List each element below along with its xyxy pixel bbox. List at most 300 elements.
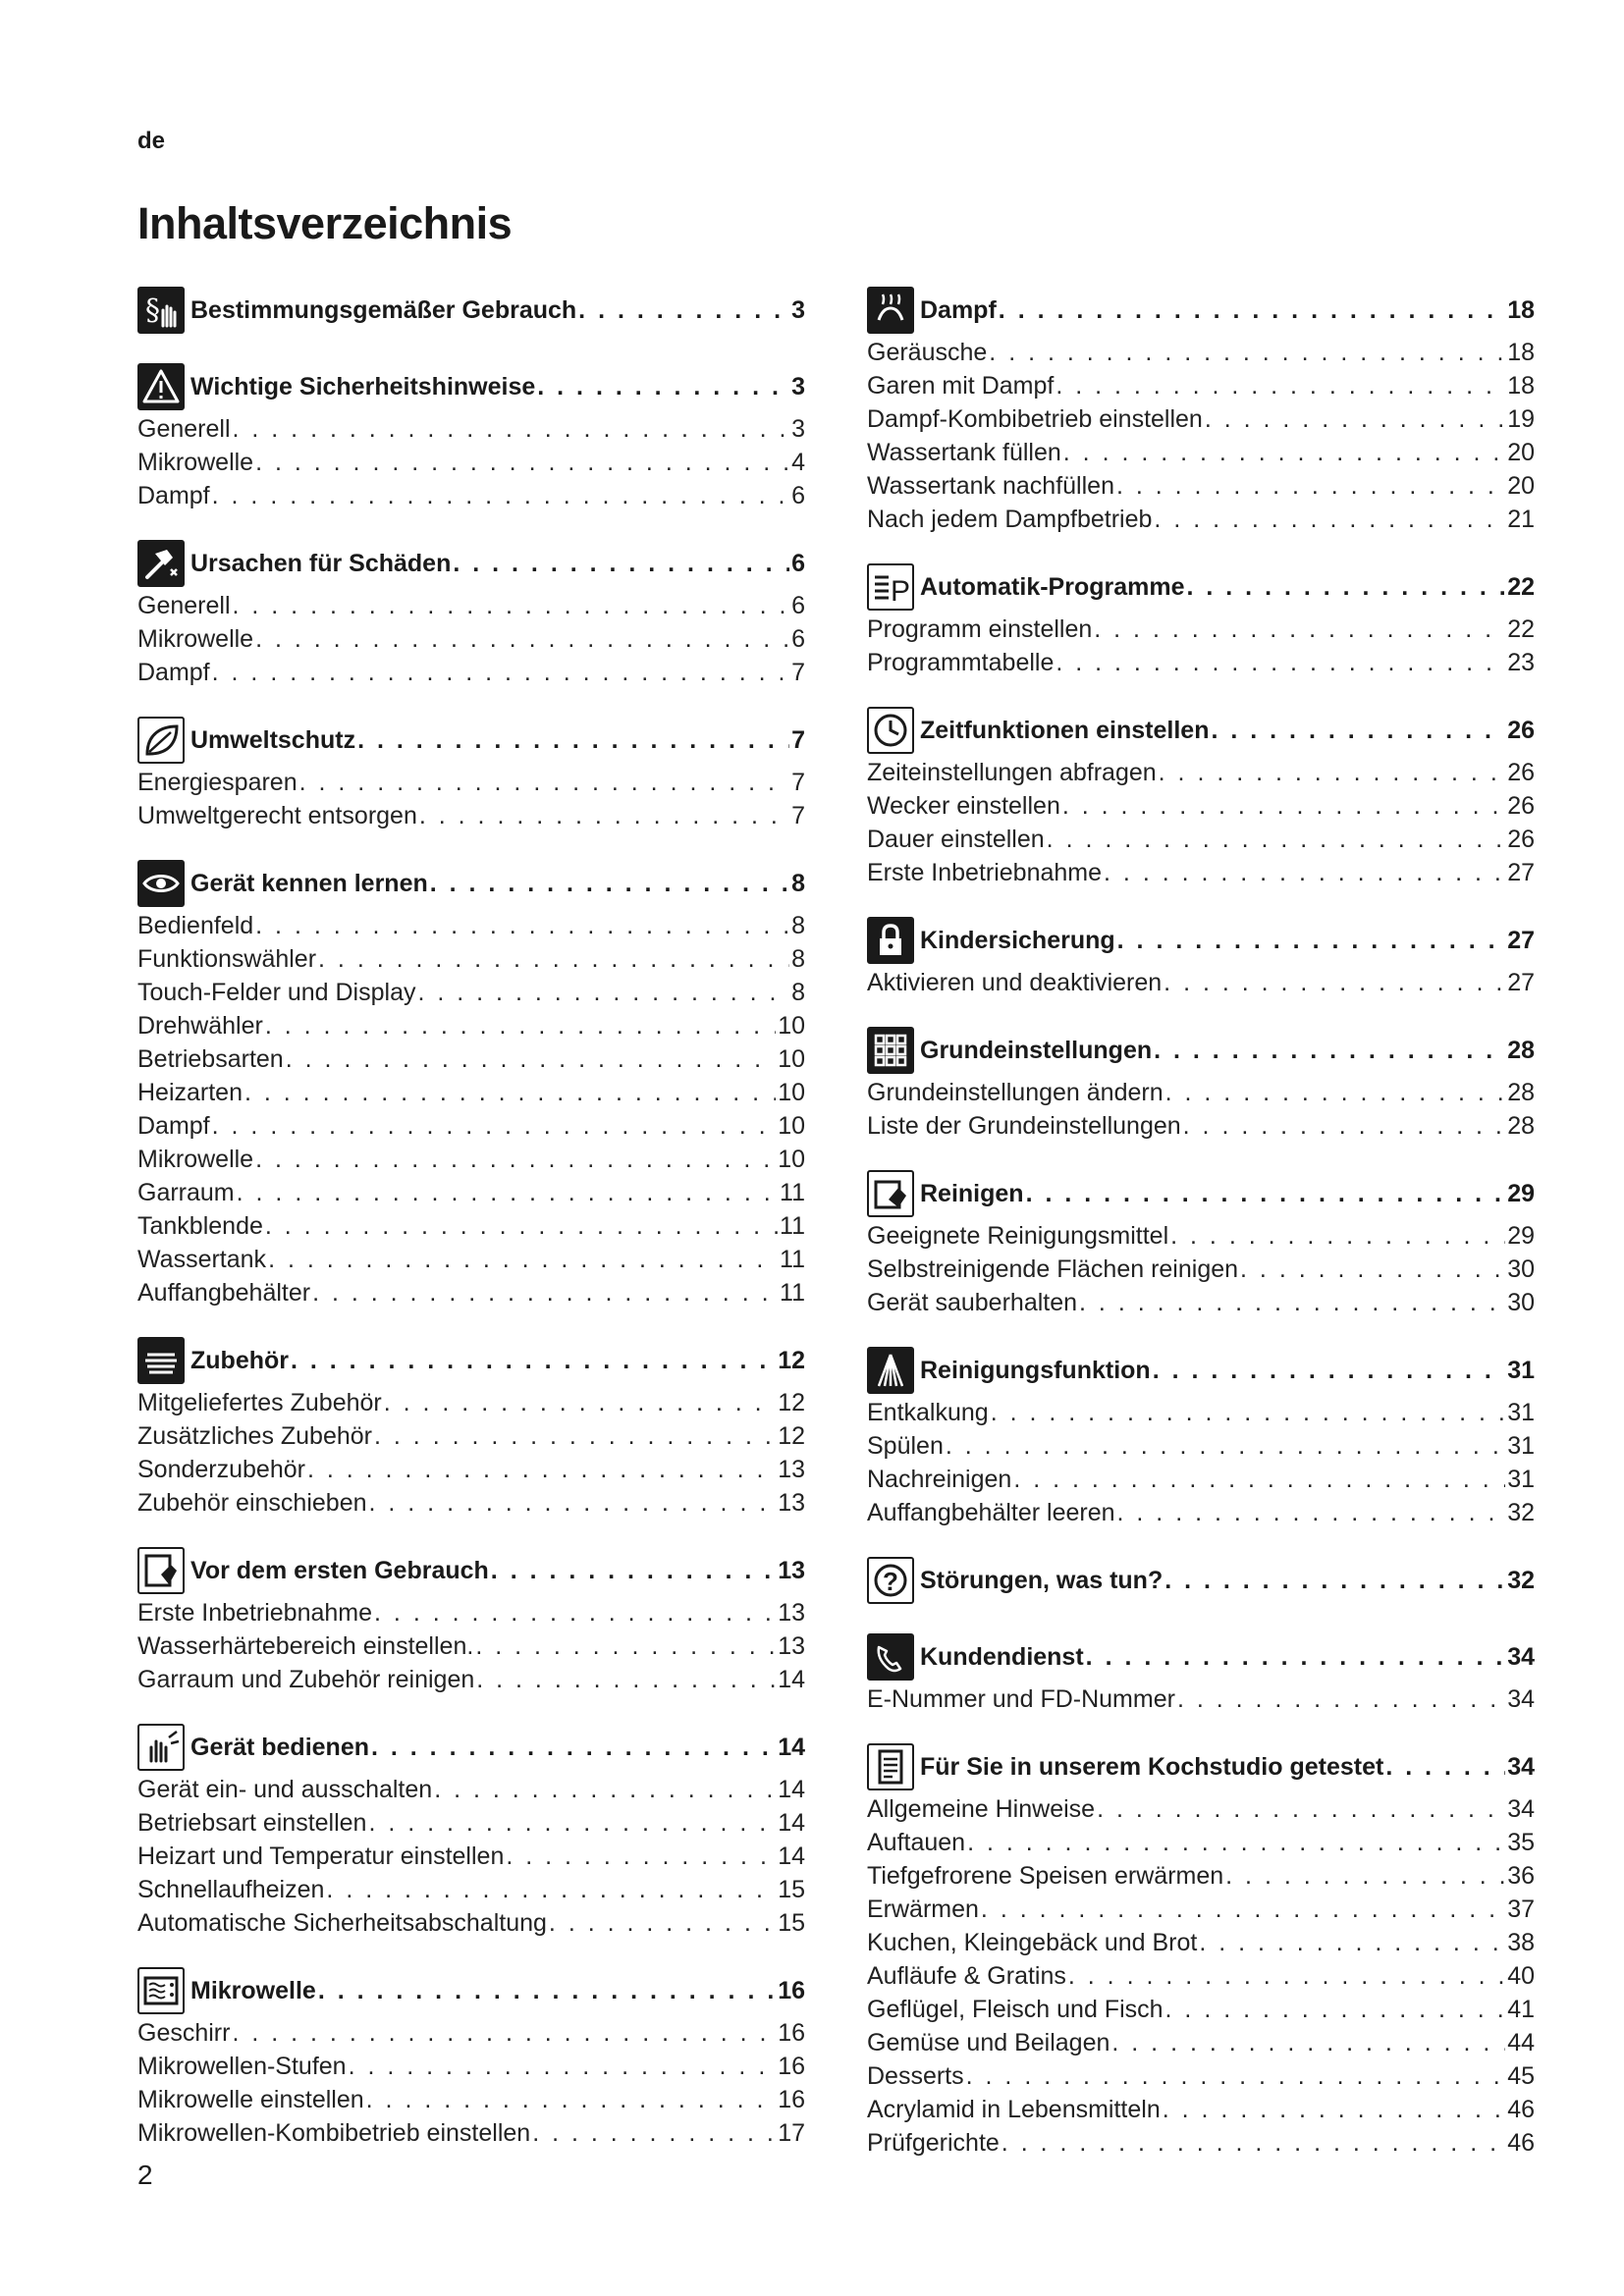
- dot-leader: [1116, 469, 1505, 503]
- toc-section-entry[interactable]: [920, 1567, 1535, 1595]
- toc-entry[interactable]: [137, 656, 805, 689]
- dot-leader: [212, 1109, 777, 1143]
- toc-entry[interactable]: [137, 1906, 805, 1940]
- toc-entry-page: 8: [791, 912, 805, 939]
- toc-entry[interactable]: [137, 1176, 805, 1209]
- dot-leader: [430, 870, 789, 898]
- toc-entry[interactable]: [137, 942, 805, 976]
- dot-leader: [475, 1629, 776, 1663]
- toc-entry-page: 35: [1507, 1829, 1535, 1856]
- toc-entry[interactable]: [867, 1076, 1535, 1109]
- language-code: de: [137, 128, 166, 154]
- toc-entry[interactable]: [867, 1463, 1535, 1496]
- toc-section-entry[interactable]: [190, 1347, 805, 1375]
- toc-entry-page: 31: [1507, 1432, 1535, 1460]
- toc-section-page: 32: [1507, 1566, 1535, 1594]
- toc-entry-label: Mikrowellen-Kombibetrieb einstellen: [137, 2119, 531, 2147]
- toc-entry-label: Wassertank nachfüllen: [867, 472, 1114, 500]
- toc-entry-label: Entkalkung: [867, 1399, 989, 1426]
- toc-entry-page: 6: [791, 592, 805, 619]
- steam-icon: [867, 287, 914, 334]
- dot-leader: [549, 1906, 776, 1940]
- dot-leader: [967, 1826, 1505, 1859]
- dot-leader: [384, 1386, 776, 1419]
- toc-section-title: Reinigen: [920, 1179, 1024, 1207]
- toc-section-title: Gerät kennen lernen: [190, 869, 428, 897]
- toc-entry-page: 7: [791, 769, 805, 796]
- toc-entry-label: Erwärmen: [867, 1896, 979, 1923]
- toc-entry[interactable]: [137, 2116, 805, 2150]
- toc-entry[interactable]: [137, 1076, 805, 1109]
- page-title: Inhaltsverzeichnis: [137, 198, 513, 248]
- toc-entry-page: 26: [1507, 826, 1535, 853]
- toc-section-header: [137, 361, 805, 412]
- dot-leader: [212, 656, 789, 689]
- toc-section-title: Automatik-Programme: [920, 572, 1185, 601]
- toc-section-page: 3: [791, 295, 805, 324]
- toc-entry-label: Prüfgerichte: [867, 2129, 1000, 2157]
- toc-entry-page: 14: [778, 1776, 805, 1803]
- toc-entry-page: 40: [1507, 1962, 1535, 1990]
- toc-entry[interactable]: [137, 1840, 805, 1873]
- document-icon: [867, 1743, 914, 1790]
- toc-section-title: Reinigungsfunktion: [920, 1356, 1151, 1384]
- dot-leader: [532, 2116, 776, 2150]
- toc-entry[interactable]: [867, 1859, 1535, 1893]
- toc-entry[interactable]: [867, 646, 1535, 679]
- toc-section: [137, 1722, 805, 1940]
- toc-section-entry[interactable]: [190, 1557, 805, 1585]
- warning-triangle-icon: [137, 363, 185, 410]
- dot-leader: [265, 1209, 778, 1243]
- toc-section-page: 8: [791, 869, 805, 897]
- toc-section: [867, 285, 1535, 536]
- dot-leader: [1079, 1286, 1505, 1319]
- dot-leader: [419, 799, 789, 832]
- toc-entry-page: 14: [778, 1842, 805, 1870]
- dot-leader: [1163, 2093, 1505, 2126]
- cleaning-icon: [867, 1170, 914, 1217]
- hand-operate-icon: [137, 1724, 185, 1771]
- toc-entry-label: Schnellaufheizen: [137, 1876, 325, 1903]
- toc-entry-label: Erste Inbetriebnahme: [867, 859, 1103, 886]
- toc-entry[interactable]: [867, 823, 1535, 856]
- toc-entry-label: Nach jedem Dampfbetrieb: [867, 506, 1153, 533]
- toc-entry-label: Wecker einstellen: [867, 792, 1060, 820]
- toc-entry-label: Geräusche: [867, 339, 988, 366]
- toc-entry-label: Tankblende: [137, 1212, 263, 1240]
- toc-entry[interactable]: [867, 402, 1535, 436]
- toc-entry[interactable]: [867, 2093, 1535, 2126]
- toc-entry-label: E-Nummer und FD-Nummer: [867, 1685, 1175, 1713]
- toc-entry[interactable]: [137, 1663, 805, 1696]
- toc-entry[interactable]: [137, 1453, 805, 1486]
- phone-icon: [867, 1633, 914, 1681]
- dot-leader: [1187, 573, 1506, 602]
- dot-leader: [434, 1773, 776, 1806]
- toc-section-entry[interactable]: [920, 1643, 1535, 1672]
- dot-leader: [1026, 1180, 1506, 1208]
- toc-entry[interactable]: [137, 2050, 805, 2083]
- toc-entry[interactable]: [137, 1276, 805, 1309]
- toc-entry[interactable]: [137, 1806, 805, 1840]
- paragraph-hand-icon: [137, 287, 185, 334]
- toc-entry-label: Programmtabelle: [867, 649, 1055, 676]
- dot-leader: [1165, 1076, 1506, 1109]
- toc-entry[interactable]: [137, 589, 805, 622]
- programs-icon: [867, 563, 914, 611]
- toc-entry[interactable]: [867, 1396, 1535, 1429]
- dot-leader: [307, 1453, 776, 1486]
- toc-section-page: 12: [778, 1346, 805, 1374]
- toc-entry-page: 15: [778, 1876, 805, 1903]
- toc-entry[interactable]: [137, 412, 805, 446]
- toc-entry[interactable]: [137, 1773, 805, 1806]
- toc-entry-label: Mikrowelle: [137, 1146, 254, 1173]
- toc-section-header: [137, 538, 805, 589]
- toc-entry[interactable]: [867, 856, 1535, 889]
- dot-leader: [233, 589, 790, 622]
- toc-entry[interactable]: [867, 436, 1535, 469]
- toc-section-title: Störungen, was tun?: [920, 1566, 1164, 1594]
- toc-section-title: Vor dem ersten Gebrauch: [190, 1556, 489, 1584]
- toc-entry[interactable]: [867, 1496, 1535, 1529]
- toc-entry-label: Mikrowellen-Stufen: [137, 2053, 347, 2080]
- first-use-icon: [137, 1547, 185, 1594]
- toc-entry-label: Garraum und Zubehör reinigen: [137, 1666, 475, 1693]
- toc-entry-label: Gemüse und Beilagen: [867, 2029, 1110, 2056]
- toc-entry-page: 37: [1507, 1896, 1535, 1923]
- toc-entry[interactable]: [137, 2083, 805, 2116]
- toc-entry-page: 14: [778, 1666, 805, 1693]
- toc-entry-page: 3: [791, 415, 805, 443]
- dot-leader: [1001, 2126, 1505, 2160]
- toc-entry-label: Desserts: [867, 2062, 964, 2090]
- toc-section-title: Für Sie in unserem Kochstudio getestet: [920, 1752, 1384, 1781]
- toc-entry[interactable]: [867, 336, 1535, 369]
- toc-entry[interactable]: [867, 756, 1535, 789]
- dot-leader: [966, 2059, 1506, 2093]
- toc-entry-label: Selbstreinigende Flächen reinigen: [867, 1255, 1239, 1283]
- toc-entry-label: Mikrowelle: [137, 625, 254, 653]
- page-number: 2: [137, 2160, 153, 2190]
- dot-leader: [318, 942, 789, 976]
- toc-entry[interactable]: [867, 1893, 1535, 1926]
- dot-leader: [1177, 1682, 1505, 1716]
- toc-entry-label: Bedienfeld: [137, 912, 254, 939]
- dot-leader: [491, 1557, 776, 1585]
- toc-entry[interactable]: [867, 2059, 1535, 2093]
- toc-entry-label: Aktivieren und deaktivieren: [867, 969, 1163, 996]
- toc-section-title: Zubehör: [190, 1346, 289, 1374]
- toc-entry[interactable]: [867, 369, 1535, 402]
- toc-section-page: 14: [778, 1733, 805, 1761]
- toc-entry-page: 10: [778, 1146, 805, 1173]
- toc-entry[interactable]: [137, 1386, 805, 1419]
- toc-entry[interactable]: [867, 1926, 1535, 1959]
- toc-entry-label: Dampf: [137, 1112, 210, 1140]
- dot-leader: [312, 1276, 778, 1309]
- toc-section-header: [137, 715, 805, 766]
- toc-entry-page: 30: [1507, 1289, 1535, 1316]
- toc-entry-label: Dampf: [137, 659, 210, 686]
- toc-section: [867, 1555, 1535, 1606]
- dot-leader: [1385, 1753, 1505, 1782]
- toc-section-entry[interactable]: [920, 296, 1535, 325]
- toc-entry-label: Generell: [137, 415, 231, 443]
- toc-entry[interactable]: [137, 446, 805, 479]
- toc-section: [137, 715, 805, 832]
- toc-entry[interactable]: [137, 479, 805, 512]
- toc-entry[interactable]: [137, 909, 805, 942]
- dot-leader: [233, 412, 790, 446]
- toc-section-title: Mikrowelle: [190, 1976, 316, 2004]
- toc-entry-page: 28: [1507, 1079, 1535, 1106]
- toc-section-title: Kundendienst: [920, 1642, 1084, 1671]
- toc-section-page: 22: [1507, 572, 1535, 601]
- dot-leader: [286, 1042, 776, 1076]
- toc-entry[interactable]: [867, 1253, 1535, 1286]
- toc-entry[interactable]: [137, 1486, 805, 1520]
- toc-section-entry[interactable]: [190, 1734, 805, 1762]
- toc-section-page: 7: [791, 725, 805, 754]
- dot-leader: [1086, 1643, 1506, 1672]
- toc-entry-label: Wassertank: [137, 1246, 267, 1273]
- damage-hammer-icon: [137, 540, 185, 587]
- toc-section-title: Kindersicherung: [920, 926, 1115, 954]
- toc-section-entry[interactable]: [920, 573, 1535, 602]
- toc-entry-page: 10: [778, 1012, 805, 1040]
- dot-leader: [1062, 789, 1505, 823]
- toc-entry-label: Zeiteinstellungen abfragen: [867, 759, 1157, 786]
- dot-leader: [326, 1873, 776, 1906]
- toc-entry-label: Wasserhärtebereich einstellen.: [137, 1632, 474, 1660]
- dot-leader: [1225, 1859, 1505, 1893]
- toc-entry-page: 8: [791, 945, 805, 973]
- toc-entry[interactable]: [867, 1219, 1535, 1253]
- toc-entry-label: Kuchen, Kleingebäck und Brot: [867, 1929, 1198, 1956]
- toc-entry-page: 15: [778, 1909, 805, 1937]
- dot-leader: [374, 1419, 776, 1453]
- toc-section-entry[interactable]: [190, 1977, 805, 2005]
- toc-section: [137, 538, 805, 689]
- toc-section-entry[interactable]: [920, 1037, 1535, 1065]
- toc-entry-label: Heizarten: [137, 1079, 243, 1106]
- toc-entry-page: 34: [1507, 1795, 1535, 1823]
- toc-section-entry[interactable]: [920, 1180, 1535, 1208]
- dot-leader: [1056, 369, 1505, 402]
- toc-section-entry[interactable]: [190, 726, 805, 755]
- toc-section: [137, 1965, 805, 2150]
- lock-icon: [867, 917, 914, 964]
- toc-entry[interactable]: [137, 1143, 805, 1176]
- toc-entry[interactable]: [867, 2126, 1535, 2160]
- toc-entry[interactable]: [867, 469, 1535, 503]
- toc-entry-page: 19: [1507, 405, 1535, 433]
- toc-entry[interactable]: [867, 2026, 1535, 2059]
- microwave-icon: [137, 1967, 185, 2014]
- toc-entry-page: 27: [1507, 859, 1535, 886]
- toc-section-header: [867, 1741, 1535, 1792]
- dot-leader: [1056, 646, 1505, 679]
- toc-entry-page: 8: [791, 979, 805, 1006]
- dot-leader: [357, 726, 789, 755]
- toc-section: [137, 1335, 805, 1520]
- toc-entry-label: Mikrowelle: [137, 449, 254, 476]
- toc-entry-label: Geeignete Reinigungsmittel: [867, 1222, 1169, 1250]
- toc-entry-page: 41: [1507, 1996, 1535, 2023]
- toc-entry[interactable]: [867, 789, 1535, 823]
- toc-entry-label: Acrylamid in Lebensmitteln: [867, 2096, 1161, 2123]
- toc-entry-label: Garraum: [137, 1179, 235, 1206]
- toc-entry-label: Dauer einstellen: [867, 826, 1045, 853]
- toc-section-entry[interactable]: [190, 296, 805, 325]
- dot-leader: [989, 336, 1505, 369]
- toc-entry[interactable]: [867, 966, 1535, 999]
- toc-entry[interactable]: [137, 1009, 805, 1042]
- eye-icon: [137, 860, 185, 907]
- toc-entry[interactable]: [137, 1109, 805, 1143]
- toc-section-page: 28: [1507, 1036, 1535, 1064]
- toc-entry[interactable]: [867, 1682, 1535, 1716]
- toc-column-left: [137, 285, 805, 2175]
- toc-section-entry[interactable]: [190, 550, 805, 578]
- toc-entry-page: 11: [780, 1246, 805, 1273]
- dot-leader: [366, 2083, 777, 2116]
- toc-entry-page: 10: [778, 1045, 805, 1073]
- dot-leader: [1199, 1926, 1505, 1959]
- toc-entry[interactable]: [867, 503, 1535, 536]
- toc-entry[interactable]: [867, 1286, 1535, 1319]
- toc-entry-page: 13: [778, 1632, 805, 1660]
- toc-entry-page: 20: [1507, 472, 1535, 500]
- dot-leader: [1117, 927, 1506, 955]
- toc-section-entry[interactable]: [920, 1357, 1535, 1385]
- toc-entry-label: Erste Inbetriebnahme: [137, 1599, 373, 1627]
- toc-entry[interactable]: [867, 1826, 1535, 1859]
- toc-entry-label: Gerät ein- und ausschalten: [137, 1776, 433, 1803]
- toc-section: [867, 1168, 1535, 1319]
- toc-section: [137, 285, 805, 336]
- dot-leader: [1097, 1792, 1505, 1826]
- toc-entry[interactable]: [137, 2016, 805, 2050]
- toc-section: [867, 915, 1535, 999]
- toc-entry-page: 4: [791, 449, 805, 476]
- dot-leader: [244, 1076, 776, 1109]
- toc-section-entry[interactable]: [920, 927, 1535, 955]
- dot-leader: [1104, 856, 1505, 889]
- toc-entry[interactable]: [867, 1959, 1535, 1993]
- toc-entry-page: 32: [1507, 1499, 1535, 1526]
- toc-entry[interactable]: [867, 1993, 1535, 2026]
- toc-entry-page: 46: [1507, 2129, 1535, 2157]
- settings-grid-icon: [867, 1027, 914, 1074]
- toc-section: [867, 705, 1535, 889]
- toc-entry-label: Auftauen: [867, 1829, 966, 1856]
- dot-leader: [946, 1429, 1505, 1463]
- toc-section-header: [137, 858, 805, 909]
- dot-leader: [371, 1734, 776, 1762]
- toc-entry-page: 23: [1507, 649, 1535, 676]
- toc-section-page: 18: [1507, 295, 1535, 324]
- toc-entry[interactable]: [137, 622, 805, 656]
- dot-leader: [255, 909, 789, 942]
- toc-entry[interactable]: [867, 1792, 1535, 1826]
- dot-leader: [1170, 1219, 1505, 1253]
- toc-section-header: [137, 1545, 805, 1596]
- toc-entry[interactable]: [137, 1873, 805, 1906]
- dot-leader: [1111, 2026, 1505, 2059]
- toc-section: [137, 1545, 805, 1696]
- toc-entry[interactable]: [137, 1209, 805, 1243]
- toc-entry[interactable]: [137, 976, 805, 1009]
- toc-entry[interactable]: [137, 1419, 805, 1453]
- toc-entry-label: Mitgeliefertes Zubehör: [137, 1389, 382, 1416]
- toc-entry[interactable]: [137, 1243, 805, 1276]
- toc-section-header: [867, 1555, 1535, 1606]
- toc-entry-page: 11: [780, 1279, 805, 1307]
- toc-entry[interactable]: [867, 613, 1535, 646]
- toc-entry-page: 13: [778, 1456, 805, 1483]
- toc-section: [867, 1025, 1535, 1143]
- toc-entry-label: Betriebsart einstellen: [137, 1809, 367, 1837]
- svg-text:§: §: [145, 294, 160, 328]
- toc-section-title: Wichtige Sicherheitshinweise: [190, 372, 536, 400]
- toc-section-entry[interactable]: [190, 870, 805, 898]
- toc-entry-page: 12: [778, 1422, 805, 1450]
- toc-section: [867, 1345, 1535, 1529]
- toc-section-page: 6: [791, 549, 805, 577]
- toc-section-title: Bestimmungsgemäßer Gebrauch: [190, 295, 577, 324]
- toc-entry[interactable]: [137, 1596, 805, 1629]
- toc-entry-page: 30: [1507, 1255, 1535, 1283]
- toc-section: [867, 1741, 1535, 2160]
- toc-entry[interactable]: [137, 1629, 805, 1663]
- toc-entry-page: 10: [778, 1079, 805, 1106]
- toc-entry[interactable]: [137, 799, 805, 832]
- accessory-tray-icon: [137, 1337, 185, 1384]
- toc-entry[interactable]: [867, 1109, 1535, 1143]
- toc-entry[interactable]: [137, 1042, 805, 1076]
- toc-entry-page: 12: [778, 1389, 805, 1416]
- toc-entry[interactable]: [137, 766, 805, 799]
- toc-entry-page: 18: [1507, 372, 1535, 400]
- toc-section-page: 34: [1507, 1752, 1535, 1781]
- toc-entry-label: Energiesparen: [137, 769, 298, 796]
- toc-entry[interactable]: [867, 1429, 1535, 1463]
- clock-icon: [867, 707, 914, 754]
- toc-entry-page: 20: [1507, 439, 1535, 466]
- toc-section-header: [867, 705, 1535, 756]
- toc-entry-label: Geschirr: [137, 2019, 231, 2047]
- svg-text:?: ?: [883, 1567, 898, 1596]
- toc-section-page: 31: [1507, 1356, 1535, 1384]
- toc-entry-page: 16: [778, 2019, 805, 2047]
- toc-entry-label: Touch-Felder und Display: [137, 979, 416, 1006]
- toc-entry-page: 10: [778, 1112, 805, 1140]
- toc-section-entry[interactable]: [920, 717, 1535, 745]
- toc-section-header: [867, 285, 1535, 336]
- dot-leader: [453, 550, 789, 578]
- dot-leader: [374, 1596, 776, 1629]
- toc-entry-page: 11: [780, 1212, 805, 1240]
- dot-leader: [1013, 1463, 1505, 1496]
- toc-section-page: 29: [1507, 1179, 1535, 1207]
- toc-section-entry[interactable]: [920, 1753, 1535, 1782]
- toc-section-entry[interactable]: [190, 373, 805, 401]
- toc-column-right: [867, 285, 1535, 2185]
- dot-leader: [237, 1176, 778, 1209]
